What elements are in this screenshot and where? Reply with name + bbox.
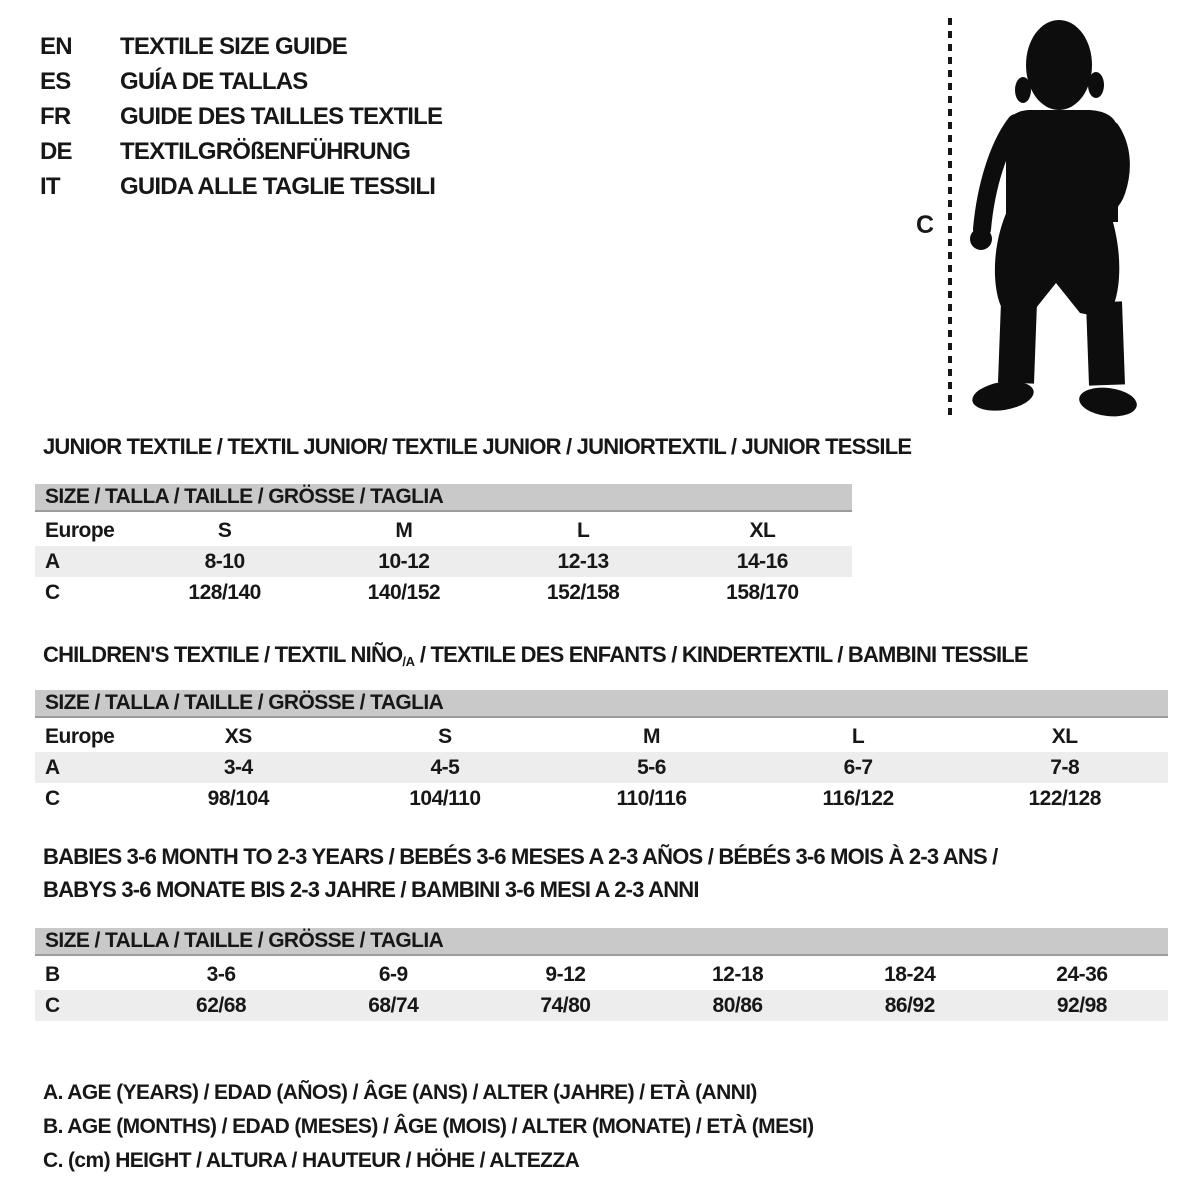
- age-cell: 4-5: [430, 755, 460, 779]
- height-dashed-line: [948, 18, 952, 416]
- table-row-age: [35, 546, 852, 577]
- age-cell: 12-18: [711, 962, 764, 986]
- legend-line-height: C. (cm) HEIGHT / ALTURA / HAUTEUR / HÖHE / ALTEZZA: [43, 1149, 580, 1172]
- column-header-size: XL: [749, 518, 776, 542]
- column-header-size: M: [395, 518, 413, 542]
- language-row: [40, 64, 442, 99]
- column-header-size: XL: [1051, 724, 1078, 748]
- age-cell: 12-13: [557, 549, 609, 573]
- height-cell: 74/80: [540, 993, 591, 1017]
- age-cell: 6-7: [843, 755, 873, 779]
- language-code: IT: [40, 173, 60, 200]
- age-cell: 24-36: [1056, 962, 1108, 986]
- table-row-age: [35, 752, 1168, 783]
- column-header-size: S: [217, 518, 232, 542]
- age-cell: 18-24: [884, 962, 936, 986]
- language-row: [40, 29, 442, 64]
- language-title: GUIDA ALLE TAGLIE TESSILI: [120, 173, 436, 200]
- height-cell: 68/74: [368, 993, 419, 1017]
- babies-size-table: [35, 928, 1168, 1021]
- language-title: GUÍA DE TALLAS: [120, 68, 308, 95]
- age-cell: 9-12: [545, 962, 586, 986]
- column-header-size: L: [576, 518, 590, 542]
- language-row: [40, 99, 442, 134]
- row-label: B: [45, 962, 60, 986]
- column-header-size: S: [438, 724, 452, 748]
- column-header-size: XS: [224, 724, 252, 748]
- table-row-height: [35, 990, 1168, 1021]
- height-cell: 86/92: [884, 993, 935, 1017]
- table-header-row: [35, 721, 1168, 752]
- height-cell: 128/140: [188, 580, 261, 604]
- column-header-size: M: [642, 724, 660, 748]
- size-header-bar: SIZE / TALLA / TAILLE / GRÖSSE / TAGLIA: [35, 928, 1168, 956]
- language-code: FR: [40, 103, 71, 130]
- language-code: EN: [40, 33, 72, 60]
- height-cell: 104/110: [409, 786, 481, 810]
- size-header-bar: SIZE / TALLA / TAILLE / GRÖSSE / TAGLIA: [35, 690, 1168, 718]
- age-cell: 5-6: [637, 755, 666, 779]
- table-row-height: [35, 577, 852, 608]
- language-code: ES: [40, 68, 71, 95]
- height-cell: 80/86: [712, 993, 763, 1017]
- measurement-legend: [43, 1076, 814, 1178]
- row-label: C: [45, 786, 60, 810]
- row-label: C: [45, 993, 60, 1017]
- children-section-title: [43, 644, 1028, 673]
- column-header-region: Europe: [45, 724, 115, 748]
- age-cell: 3-4: [223, 755, 253, 779]
- junior-section-title: JUNIOR TEXTILE / TEXTIL JUNIOR/ TEXTILE JUNIOR / JUNIORTEXTIL / JUNIOR TESSILE: [43, 434, 912, 459]
- language-row: [40, 134, 442, 169]
- height-cell: 62/68: [196, 993, 247, 1017]
- language-title-block: [40, 29, 442, 204]
- language-title: TEXTILE SIZE GUIDE: [120, 33, 347, 60]
- age-cell: 7-8: [1050, 755, 1080, 779]
- column-header-size: L: [851, 724, 865, 748]
- height-cell: 122/128: [1028, 786, 1101, 810]
- legend-line-age-years: A. AGE (YEARS) / EDAD (AÑOS) / ÂGE (ANS) / ALTER (JAHRE) / ETÀ (ANNI): [43, 1081, 757, 1104]
- toddler-silhouette-image: [968, 17, 1138, 417]
- age-cell: 8-10: [204, 549, 245, 573]
- age-cell: 10-12: [378, 549, 430, 573]
- children-title-text: CHILDREN'S TEXTILE / TEXTIL NIÑO: [43, 642, 403, 667]
- height-cell: 98/104: [207, 786, 269, 810]
- children-title-text: / TEXTILE DES ENFANTS / KINDERTEXTIL / BAMBINI TESSILE: [414, 642, 1028, 667]
- babies-title-line1: BABIES 3-6 MONTH TO 2-3 YEARS / BEBÉS 3-6 MESES A 2-3 AÑOS / BÉBÉS 3-6 MOIS À 2-3 ANS /: [43, 844, 998, 869]
- height-measure-label: C: [916, 211, 934, 239]
- language-title: TEXTILGRÖßENFÜHRUNG: [120, 138, 411, 165]
- language-row: [40, 169, 442, 204]
- height-cell: 110/116: [616, 786, 687, 810]
- row-label: A: [45, 549, 60, 573]
- table-row-height: [35, 783, 1168, 814]
- children-size-table: [35, 690, 1168, 814]
- children-title-subscript: /A: [402, 654, 415, 669]
- legend-line-age-months: B. AGE (MONTHS) / EDAD (MESES) / ÂGE (MOIS) / ALTER (MONATE) / ETÀ (MESI): [43, 1115, 814, 1138]
- height-cell: 92/98: [1056, 993, 1107, 1017]
- language-title: GUIDE DES TAILLES TEXTILE: [120, 103, 443, 130]
- junior-size-table: [35, 484, 852, 608]
- age-cell: 6-9: [378, 962, 408, 986]
- language-code: DE: [40, 138, 72, 165]
- babies-title-line2: BABYS 3-6 MONATE BIS 2-3 JAHRE / BAMBINI 3-6 MESI A 2-3 ANNI: [43, 877, 699, 902]
- age-cell: 3-6: [206, 962, 236, 986]
- babies-section-title: [43, 840, 997, 906]
- age-cell: 14-16: [736, 549, 788, 573]
- table-header-row: [35, 515, 852, 546]
- row-label: A: [45, 755, 60, 779]
- table-row-age-months: [35, 959, 1168, 990]
- height-cell: 152/158: [546, 580, 620, 604]
- size-header-bar: SIZE / TALLA / TAILLE / GRÖSSE / TAGLIA: [35, 484, 852, 512]
- column-header-region: Europe: [45, 518, 115, 542]
- height-cell: 116/122: [822, 786, 894, 810]
- height-cell: 158/170: [726, 580, 799, 604]
- row-label: C: [45, 580, 60, 604]
- height-cell: 140/152: [367, 580, 441, 604]
